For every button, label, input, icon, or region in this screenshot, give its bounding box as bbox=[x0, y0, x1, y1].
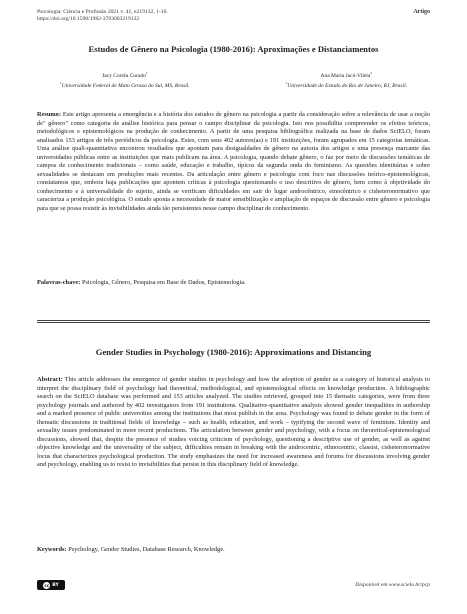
keywords-label: Keywords: bbox=[37, 546, 67, 553]
page-footer bbox=[37, 580, 430, 592]
abstract-portuguese bbox=[37, 111, 430, 214]
section-divider-bottom bbox=[37, 322, 430, 323]
available-at-link[interactable]: Disponível em www.scielo.br/pcp bbox=[355, 582, 430, 588]
creative-commons-by-icon[interactable] bbox=[37, 580, 65, 590]
by-label: BY bbox=[52, 582, 59, 588]
keywords-text: Psicologia, Gênero, Pesquisa em Base de Dados, Epistemologia. bbox=[81, 279, 246, 286]
abstract-english bbox=[37, 376, 430, 470]
journal-citation: Psicologia: Ciência e Profissão 2021 v. 41, e219132, 1-16. bbox=[37, 9, 168, 15]
keywords-english bbox=[37, 546, 430, 555]
author-name: Ana Maria Jacó-Vilela bbox=[320, 72, 371, 79]
title-portuguese: Estudos de Gênero na Psicologia (1980-2016): Aproximações e Distanciamentos bbox=[88, 44, 379, 54]
author-affiliation: Universidade do Estado do Rio de Janeiro, RJ, Brasil. bbox=[287, 82, 407, 89]
author-sup: 1 bbox=[145, 71, 148, 75]
abstract-text: This article addresses the emergence of gender studies in psychology and how the adoption of gender as a category of historical analysis to interpret the disciplinary field of psychology had theoretical, methodological, and epistemological effects on knowledge production. A bibliographic search on the SciELO database was performed and 153 articles analyzed. The studies retrieved, grouped into 15 thematic categories, were from three psychology journals and authored by 402 investigators from 191 institutions. Qualitative-quantitative analysis showed gender inequalities in authorship and a marked presence of public universities among the institutions that most publish in the area. Psychology was found to debate gender in the form of thematic discussions in traditional fields of knowledge – such as health, education, and work – typifying the second wave of feminism. Identity and sexuality issues predominated in more recent productions. The articulation between gender and psychology, with a focus on theoretical-epistemological discussions, showed that, despite the presence of studies voicing criticism of psychology, questioning a descriptive use of gender, as well as against objective knowledge and the universality of the subject, difficulties remain in breaking with the androcentric, ethnocentric, classist, cisheteronormative locus that characterizes psychological production. The study emphasizes the need for increased awareness and forums for discussions involving gender and psychology, enabling us to resist to invisibilities that persist in this disciplinary field of knowledge. bbox=[37, 376, 430, 469]
affiliation-sup: 1 bbox=[60, 81, 62, 86]
author-2 bbox=[286, 70, 407, 90]
section-divider-top bbox=[37, 320, 430, 321]
affiliation-sup: 2 bbox=[285, 81, 288, 86]
author-sup: 2 bbox=[370, 71, 373, 75]
keywords-label: Palavras-chave: bbox=[37, 279, 81, 286]
keywords-portuguese bbox=[37, 279, 430, 288]
author-list bbox=[60, 70, 407, 90]
doi-link[interactable]: https://doi.org/10.1590/1982-3703003219132 bbox=[37, 16, 140, 22]
author-1 bbox=[60, 70, 190, 90]
cc-circle-icon: cc bbox=[44, 582, 50, 588]
article-type-label: Artigo bbox=[413, 9, 430, 15]
keywords-text: Psychology, Gender Studies, Database Research, Knowledge. bbox=[68, 546, 225, 553]
abstract-text: Este artigo apresenta a emergência e a história dos estudos de gênero na psicologia a partir da consideração sobre a relevância de usar a noção de" gênero" como categoria de análise histórica para pensar o campo disciplinar da psicologia. Isto nos possibilita compreender os efeitos teóricos, metodológicos e epistemológicos na produção de conhecimento. A partir de uma pesquisa bibliográfica realizada na base de dados SciELO, foram analisados 153 artigos de três periódicos da psicologia. Estes, com seus 402 autores(as) e 191 instituições, foram agrupados em 15 categorias temáticas. Uma análise quali-quantitativa encontrou resultados que apontam para desigualdades de gênero na autoria dos artigos e uma presença marcante das universidades públicas entre as instituições que mais publicam na área. A psicologia, quando debate gênero, o faz por meio de discussões temáticas de campos de conhecimento tradicionais – como saúde, educação e trabalho, típicos da segunda onda do feminismo. As questões identitárias e sobre sexualidades se destacam em produções mais recentes. Da articulação entre gênero e psicologia com foco nas discussões teórico-epistemológicas, constatamos que, embora haja publicações que apontem críticas à psicologia questionando o uso descritivo de gênero, bem como à objetividade do conhecimento e à universalidade do sujeito, ainda se verificam dificuldades em sair do lugar androcêntrico, etnocêntrico e cisheteronormativo que caracteriza a produção psicológica. O estudo aponta a necessidade de maior sensibilização e ampliação de espaços de discussão entre gênero e psicologia para que se possa resistir às invisibilidades ainda tão persistentes nesse campo disciplinar de conhecimento. bbox=[37, 111, 430, 213]
title-english: Gender Studies in Psychology (1980-2016): Approximations and Distancing bbox=[95, 347, 372, 357]
journal-header bbox=[37, 9, 430, 23]
author-name: Jacy Corrêa Curado bbox=[102, 72, 146, 79]
abstract-label: Abstract: bbox=[37, 376, 63, 383]
author-affiliation: Universidade Federal de Mato Grosso do Sul, MS, Brasil. bbox=[61, 82, 190, 89]
abstract-label: Resumo: bbox=[37, 111, 61, 118]
